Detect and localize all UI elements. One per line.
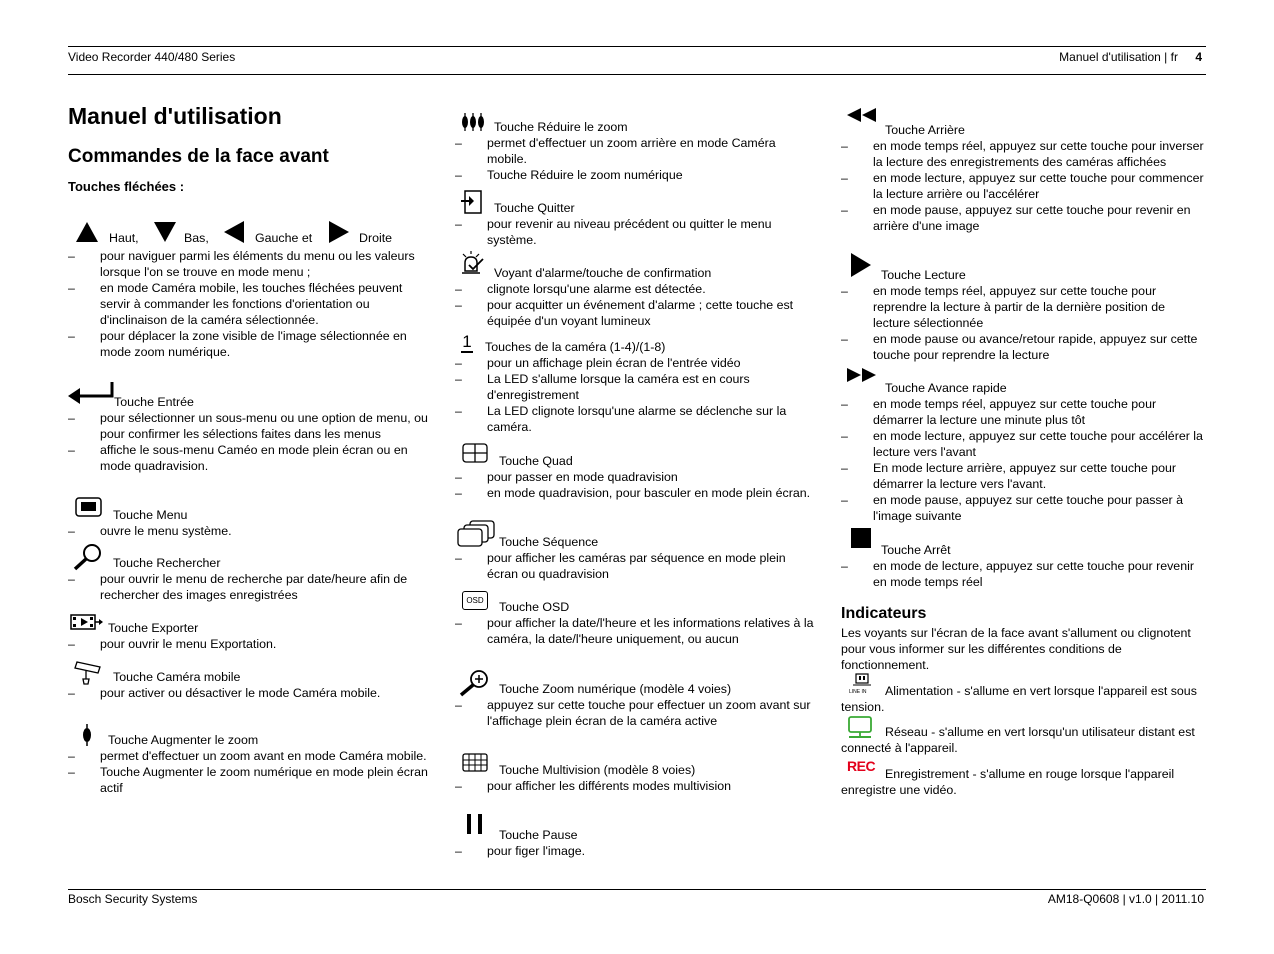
arrow-left-icon — [224, 221, 244, 243]
key-arriere-title: Touche Arrière — [885, 123, 965, 137]
list-item: – Touche Augmenter le zoom numérique en mode plein écran actif — [68, 764, 432, 796]
key-arret-title: Touche Arrêt — [881, 543, 951, 557]
network-indicator — [841, 724, 1205, 756]
key-zoom-plus — [68, 732, 432, 796]
arrow-down-icon — [154, 222, 176, 242]
header-left: Video Recorder 440/480 Series — [68, 50, 236, 64]
list-item: – La LED s'allume lorsque la caméra est en cours d'enregistrement — [455, 371, 819, 403]
key-multivision-title: Touche Multivision (modèle 8 voies) — [499, 763, 696, 777]
list-item: – pour sélectionner un sous-menu ou une option de menu, ou pour confirmer les sélections faites dans les menus — [68, 410, 432, 442]
list-item: – appuyez sur cette touche pour effectuer un zoom avant sur l'affichage plein écran de la caméra active — [455, 697, 819, 729]
key-zoom-moins — [455, 119, 819, 183]
key-arriere — [841, 122, 1205, 234]
list-item: – pour ouvrir le menu de recherche par date/heure afin de rechercher des images enregistrées — [68, 571, 432, 603]
key-osd — [455, 596, 819, 647]
key-alarme-title: Voyant d'alarme/touche de confirmation — [494, 266, 712, 280]
key-exporter-title: Touche Exporter — [108, 621, 199, 635]
page-number: 4 — [1195, 50, 1202, 64]
list-item: – pour afficher la date/l'heure et les informations relatives à la caméra, la date/l'heure uniquement, ou aucun — [455, 615, 819, 647]
key-avance-rapide — [841, 380, 1205, 524]
header-rule-bottom — [68, 74, 1206, 75]
list-item: – pour acquitter un événement d'alarme ; cette touche est équipée d'un voyant lumineux — [455, 297, 819, 329]
key-menu — [68, 507, 432, 539]
list-item: – en mode pause, appuyez sur cette touche pour passer à l'image suivante — [841, 492, 1205, 524]
list-item: – pour afficher les caméras par séquence en mode plein écran ou quadravision — [455, 550, 819, 582]
column-2 — [455, 100, 819, 870]
key-rechercher-title: Touche Rechercher — [113, 556, 221, 570]
osd-icon: OSD — [462, 591, 488, 610]
footer-left: Bosch Security Systems — [68, 892, 198, 906]
key-exporter — [68, 620, 432, 652]
header-right — [1059, 50, 1202, 64]
list-item: – En mode lecture arrière, appuyez sur cette touche pour démarrer la lecture vers l'avant. — [841, 460, 1205, 492]
arrow-keys — [68, 218, 432, 360]
list-item: – pour activer ou désactiver le mode Caméra mobile. — [68, 685, 432, 701]
key-cameras — [455, 332, 819, 435]
list-item: – pour afficher les différents modes multivision — [455, 778, 819, 794]
column-1 — [68, 100, 432, 820]
key-avance-rapide-title: Touche Avance rapide — [885, 381, 1007, 395]
list-item: – pour un affichage plein écran de l'entrée vidéo — [455, 355, 819, 371]
key-sequence — [455, 534, 819, 582]
arrow-keys-row — [68, 218, 432, 248]
list-item: – en mode lecture, appuyez sur cette touche pour commencer la lecture arrière ou l'accélérer — [841, 170, 1205, 202]
key-zoom-plus-title: Touche Augmenter le zoom — [108, 733, 259, 747]
list-item: – pour déplacer la zone visible de l'image sélectionnée en mode zoom numérique. — [68, 328, 432, 360]
camera-number-icon: 1 — [462, 332, 472, 351]
key-lecture — [841, 267, 1205, 363]
key-quitter — [455, 200, 819, 248]
list-item: – pour revenir au niveau précédent ou quitter le menu système. — [455, 216, 819, 248]
key-osd-title: Touche OSD — [499, 600, 570, 614]
key-camera-mobile-title: Touche Caméra mobile — [113, 670, 241, 684]
list-item: – permet d'effectuer un zoom avant en mode Caméra mobile. — [68, 748, 432, 764]
indicators-heading: Indicateurs — [841, 605, 927, 622]
key-menu-title: Touche Menu — [113, 508, 188, 522]
list-item: – permet d'effectuer un zoom arrière en mode Caméra mobile. — [455, 135, 819, 167]
key-quad-title: Touche Quad — [499, 454, 573, 468]
key-zoom-numerique-title: Touche Zoom numérique (modèle 4 voies) — [499, 682, 732, 696]
recording-indicator-text: Enregistrement - s'allume en rouge lorsque l'appareil enregistre une vidéo. — [841, 767, 1175, 797]
list-item: – pour naviguer parmi les éléments du menu ou les valeurs lorsque l'on se trouve en mode menu ; — [68, 248, 432, 280]
key-rechercher — [68, 555, 432, 603]
key-arret — [841, 542, 1205, 590]
key-quitter-title: Touche Quitter — [494, 201, 575, 215]
recording-indicator — [841, 758, 1205, 798]
key-sequence-title: Touche Séquence — [499, 535, 599, 549]
section-title: Commandes de la face avant — [68, 146, 329, 167]
list-item: – en mode lecture, appuyez sur cette touche pour accélérer la lecture vers l'avant — [841, 428, 1205, 460]
list-item: – pour figer l'image. — [455, 843, 819, 859]
key-entree — [68, 394, 432, 474]
key-multivision — [455, 762, 819, 794]
network-icon — [847, 716, 875, 740]
key-camera-mobile — [68, 669, 432, 701]
arrow-keys-list — [68, 248, 432, 360]
rec-icon: REC — [847, 758, 876, 774]
network-indicator-text: Réseau - s'allume en vert lorsqu'un utilisateur distant est connecté à l'appareil. — [841, 725, 1195, 755]
power-indicator — [841, 683, 1205, 715]
column-3 — [841, 100, 1205, 820]
key-entree-title: Touche Entrée — [114, 395, 194, 409]
list-item: – en mode Caméra mobile, les touches fléchées peuvent servir à commander les fonctions d'orientation ou d'inclinaison de la caméra sélectionnée. — [68, 280, 432, 328]
key-lecture-title: Touche Lecture — [881, 268, 966, 282]
arrow-up-icon — [76, 222, 98, 242]
power-icon-label: LINE IN — [849, 689, 867, 695]
list-item: – en mode temps réel, appuyez sur cette touche pour reprendre la lecture à partir de la dernière position de lecture sélectionnée — [841, 283, 1205, 331]
list-item: – en mode quadravision, pour basculer en mode plein écran. — [455, 485, 819, 501]
list-item: – en mode de lecture, appuyez sur cette touche pour revenir en mode temps réel — [841, 558, 1205, 590]
list-item: – en mode pause ou avance/retour rapide, appuyez sur cette touche pour reprendre la lecture — [841, 331, 1205, 363]
list-item: – La LED clignote lorsqu'une alarme se déclenche sur la caméra. — [455, 403, 819, 435]
key-alarme — [455, 265, 819, 329]
header-manual: Manuel d'utilisation | fr — [1059, 50, 1178, 64]
arrow-right-label: Droite — [359, 231, 393, 245]
arrow-left-label: Gauche et — [255, 231, 313, 245]
subsection-title: Touches fléchées : — [68, 179, 185, 194]
arrow-right-icon — [329, 221, 349, 243]
list-item: – affiche le sous-menu Caméo en mode plein écran ou en mode quadravision. — [68, 442, 432, 474]
key-pause — [455, 827, 819, 859]
key-cameras-title: Touches de la caméra (1-4)/(1-8) — [485, 340, 666, 354]
page-title: Manuel d'utilisation — [68, 103, 282, 129]
list-item: – clignote lorsqu'une alarme est détectée. — [455, 281, 819, 297]
arrow-down-label: Bas, — [184, 231, 209, 245]
list-item: – en mode pause, appuyez sur cette touche pour revenir en arrière d'une image — [841, 202, 1205, 234]
indicators-section — [841, 603, 1205, 798]
power-indicator-text: Alimentation - s'allume en vert lorsque l'appareil est sous tension. — [841, 684, 1197, 714]
list-item: – pour passer en mode quadravision — [455, 469, 819, 485]
footer-right: AM18-Q0608 | v1.0 | 2011.10 — [1047, 892, 1204, 906]
key-quad — [455, 453, 819, 501]
header-rule-top — [68, 46, 1206, 47]
arrow-up-label: Haut, — [109, 231, 139, 245]
indicators-intro: Les voyants sur l'écran de la face avant s'allument ou clignotent pour vous informer sur les différentes conditions de fonctionnement. — [841, 626, 1191, 672]
list-item: – pour ouvrir le menu Exportation. — [68, 636, 432, 652]
list-item: – Touche Réduire le zoom numérique — [455, 167, 819, 183]
key-zoom-moins-title: Touche Réduire le zoom — [494, 120, 628, 134]
list-item: – ouvre le menu système. — [68, 523, 432, 539]
rewind-icon — [847, 108, 877, 122]
key-pause-title: Touche Pause — [499, 828, 578, 842]
list-item: – en mode temps réel, appuyez sur cette touche pour démarrer la lecture une minute plus tôt — [841, 396, 1205, 428]
footer-rule — [68, 889, 1206, 890]
key-zoom-numerique — [455, 681, 819, 729]
list-item: – en mode temps réel, appuyez sur cette touche pour inverser la lecture des enregistrements des caméras affichées — [841, 138, 1205, 170]
